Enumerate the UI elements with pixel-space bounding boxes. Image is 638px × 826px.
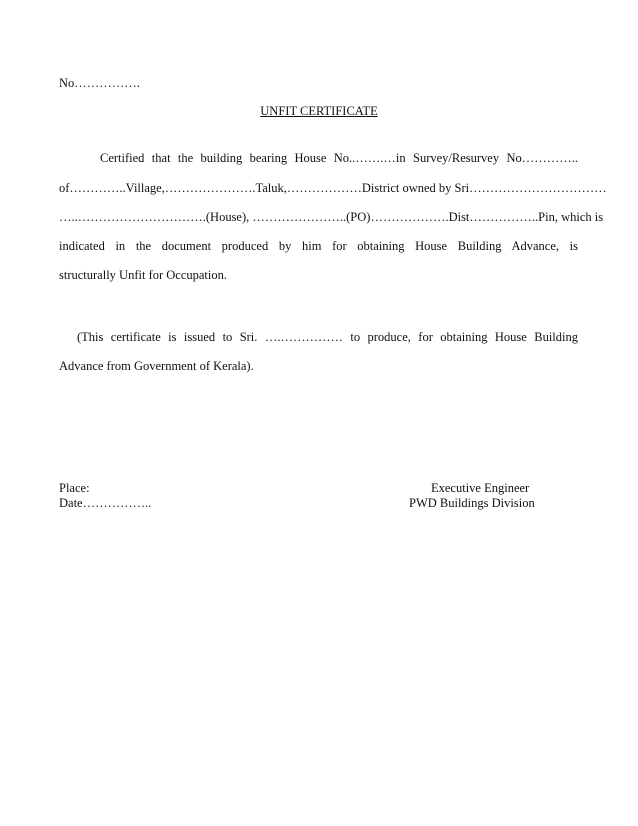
place-label: Place: — [59, 481, 90, 495]
body-line-5: structurally Unfit for Occupation. — [59, 268, 228, 282]
certificate-title: UNFIT CERTIFICATE — [260, 104, 378, 118]
body-line-1: Certified that the building bearing House No..…….…in Survey/Resurvey No………….. — [100, 151, 578, 165]
signatory-title: Executive Engineer — [431, 481, 530, 495]
body-line-2: of…………..Village,………………….Taluk,………………District owned by Sri…………………………… — [59, 181, 607, 195]
note-line-1: (This certificate is issued to Sri. ….…………… to produce, for obtaining House Building — [77, 330, 578, 344]
document-number-line: No……………. — [59, 76, 140, 90]
date-label: Date…………….. — [59, 496, 152, 510]
body-line-3: …..………………………….(House), …………………..(PO)……………….Dist……………..Pin, which is — [59, 210, 604, 224]
certificate-title-container — [0, 104, 638, 119]
signatory-office: PWD Buildings Division — [409, 496, 535, 510]
body-line-4: indicated in the document produced by him for obtaining House Building Advance, is — [59, 239, 578, 253]
note-line-2: Advance from Government of Kerala). — [59, 359, 254, 373]
